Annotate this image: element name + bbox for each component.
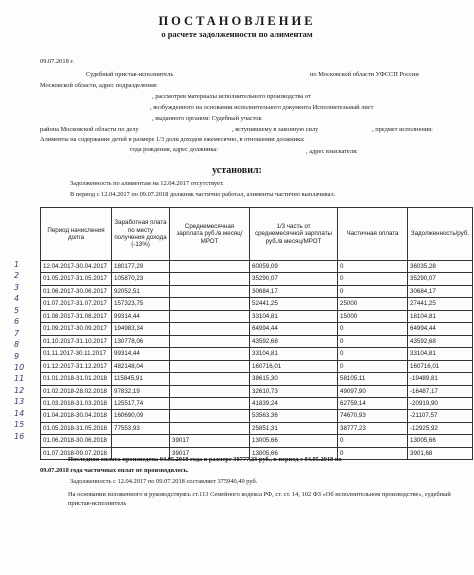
column-header: Частичная оплата bbox=[338, 208, 408, 261]
intro-line: Алименты на содержание детей в размере 1/3 доли доходов ежемесячно, в отношении должника: bbox=[40, 136, 305, 143]
column-header: Задолженность/руб. bbox=[408, 208, 473, 261]
table-cell: 01.12.2017-31.12.2017 bbox=[41, 360, 112, 372]
intro-line: Московской области, адрес подразделения: bbox=[40, 82, 158, 89]
handwritten-row-numbers bbox=[14, 259, 34, 442]
table-row bbox=[41, 385, 473, 397]
footer-line: На основании изложенного и руководствуясь ст.113 Семейного кодекса РФ, ст. ст. 14, 102 ФЗ «Об исполнительном производстве», судебный пристав-исполнитель bbox=[68, 491, 451, 507]
row-number-mark: 6 bbox=[14, 317, 20, 327]
table-row bbox=[41, 273, 473, 285]
table-cell: 01.07.2017-31.07.2017 bbox=[41, 298, 112, 310]
table-row bbox=[41, 298, 473, 310]
table-cell: 25851,31 bbox=[250, 422, 338, 434]
table-cell: -19489,81 bbox=[408, 373, 473, 385]
table-cell bbox=[170, 273, 250, 285]
table-cell bbox=[170, 422, 250, 434]
table-cell: 0 bbox=[338, 285, 408, 297]
row-number-mark: 5 bbox=[14, 305, 20, 315]
table-cell: -21107,57 bbox=[408, 410, 473, 422]
table-cell: 49097,90 bbox=[338, 385, 408, 397]
table-cell bbox=[170, 310, 250, 322]
table-cell: 39017 bbox=[170, 435, 250, 447]
table-cell: 36035,28 bbox=[408, 261, 473, 273]
table-cell: 13005,66 bbox=[250, 447, 338, 459]
table-cell: 99314,44 bbox=[112, 310, 170, 322]
table-cell: 0 bbox=[338, 447, 408, 459]
table-cell: 13005,66 bbox=[250, 435, 338, 447]
debt-table bbox=[40, 207, 473, 460]
row-number-mark: 13 bbox=[14, 397, 25, 407]
footer-line: 09.07.2018 года частичных оплат не производилось. bbox=[40, 467, 189, 474]
table-cell: 01.07.2018-09.07.2018 bbox=[41, 447, 112, 459]
table-cell: 35290,07 bbox=[408, 273, 473, 285]
table-cell: 53563,36 bbox=[250, 410, 338, 422]
table-row bbox=[41, 360, 473, 372]
table-cell: 74670,93 bbox=[338, 410, 408, 422]
table-cell: 62759,14 bbox=[338, 397, 408, 409]
table-cell: 01.03.2018-31.03.2018 bbox=[41, 397, 112, 409]
row-number-mark: 11 bbox=[14, 374, 25, 384]
row-number-mark: 12 bbox=[14, 385, 25, 395]
table-row bbox=[41, 335, 473, 347]
table-cell bbox=[170, 323, 250, 335]
table-row bbox=[41, 422, 473, 434]
table-cell: 12.04.2017-30.04.2017 bbox=[41, 261, 112, 273]
table-cell: 160716,01 bbox=[408, 360, 473, 372]
table-cell: 60059,09 bbox=[250, 261, 338, 273]
intro-line: , адрес взыскателя: bbox=[306, 148, 358, 155]
column-header: Заработная плата по месту получения дохода (-13%) bbox=[112, 208, 170, 261]
table-cell: 15000 bbox=[338, 310, 408, 322]
document-title: ПОСТАНОВЛЕНИЕ bbox=[158, 14, 316, 28]
table-cell: 01.11.2017-30.11.2017 bbox=[41, 348, 112, 360]
table-cell: -12925,92 bbox=[408, 422, 473, 434]
table-row bbox=[41, 261, 473, 273]
table-cell: 43592,68 bbox=[250, 335, 338, 347]
table-cell: 43592,68 bbox=[408, 335, 473, 347]
table-cell: 38777,23 bbox=[338, 422, 408, 434]
table-cell: 01.05.2018-31.05.2018 bbox=[41, 422, 112, 434]
row-number-mark: 2 bbox=[14, 271, 20, 281]
debt-total-line: Задолженность с 12.04.2017 по 09.07.2018 составляет 375940,49 руб. bbox=[70, 478, 258, 485]
table-cell: 01.08.2017-31.08.2017 bbox=[41, 310, 112, 322]
table-cell: 01.06.2018-30.06.2018 bbox=[41, 435, 112, 447]
table-cell: 30684,17 bbox=[250, 285, 338, 297]
row-number-mark: 1 bbox=[14, 260, 20, 269]
table-cell bbox=[112, 435, 170, 447]
row-number-mark: 9 bbox=[14, 351, 20, 361]
table-cell: 01.02.2018-28.02.2018 bbox=[41, 385, 112, 397]
table-cell: 115845,91 bbox=[112, 373, 170, 385]
table-row bbox=[41, 435, 473, 447]
row-number-mark: 16 bbox=[14, 431, 25, 441]
document-date: 09.07.2018 г. bbox=[40, 58, 74, 65]
column-header: 1/3 часть от среднемесячной зарплаты руб./в месяц/МРОТ bbox=[250, 208, 338, 261]
table-cell: 160716,01 bbox=[250, 360, 338, 372]
table-cell bbox=[170, 360, 250, 372]
period-status-line: В период с 12.04.2017 по 09.07.2018 должник частично работал, алименты частично выплачивал. bbox=[70, 191, 336, 198]
table-cell: 97832,19 bbox=[112, 385, 170, 397]
table-cell: 01.04.2018-30.04.2018 bbox=[41, 410, 112, 422]
table-cell: 0 bbox=[338, 435, 408, 447]
table-cell: 41839,24 bbox=[250, 397, 338, 409]
table-row bbox=[41, 310, 473, 322]
table-cell: 125517,74 bbox=[112, 397, 170, 409]
table-cell: 33104,81 bbox=[250, 348, 338, 360]
table-cell: 30684,17 bbox=[408, 285, 473, 297]
table-cell: 25000 bbox=[338, 298, 408, 310]
table-cell: -20919,90 bbox=[408, 397, 473, 409]
intro-line: Судебный пристав-исполнитель bbox=[86, 71, 174, 78]
table-cell bbox=[170, 373, 250, 385]
table-cell: 35290,07 bbox=[250, 273, 338, 285]
table-cell: 18104,81 bbox=[408, 310, 473, 322]
table-cell bbox=[170, 410, 250, 422]
row-number-mark: 4 bbox=[14, 294, 20, 304]
table-cell: 01.10.2017-31.10.2017 bbox=[41, 335, 112, 347]
table-row bbox=[41, 348, 473, 360]
table-cell: 01.06.2017-30.06.2017 bbox=[41, 285, 112, 297]
table-cell: 01.05.2017-31.05.2017 bbox=[41, 273, 112, 285]
table-cell: 33104,81 bbox=[250, 310, 338, 322]
table-cell: 27441,25 bbox=[408, 298, 473, 310]
intro-line: , рассмотрев материалы исполнительного производства от bbox=[152, 93, 311, 100]
table-cell bbox=[170, 397, 250, 409]
table-cell: 13005,66 bbox=[408, 435, 473, 447]
table-cell bbox=[170, 348, 250, 360]
table-cell: 01.01.2018-31.01.2018 bbox=[41, 373, 112, 385]
debt-status-line: Задолженность по алиментам на 12.04.2017 отсутствует. bbox=[70, 180, 224, 187]
table-cell: 0 bbox=[338, 335, 408, 347]
table-cell: 180177,29 bbox=[112, 261, 170, 273]
table-cell: 105870,23 bbox=[112, 273, 170, 285]
table-cell: 58105,11 bbox=[338, 373, 408, 385]
table-cell: 194983,34 bbox=[112, 323, 170, 335]
table-cell: 0 bbox=[338, 261, 408, 273]
table-row bbox=[41, 373, 473, 385]
intro-line: , возбужденного на основании исполнительного документа Исполнительный лист bbox=[150, 104, 374, 111]
table-cell: 77553,93 bbox=[112, 422, 170, 434]
table-cell: 32610,73 bbox=[250, 385, 338, 397]
table-cell: 01.09.2017-30.09.2017 bbox=[41, 323, 112, 335]
table-header-row bbox=[41, 208, 473, 261]
table-row bbox=[41, 323, 473, 335]
row-number-mark: 8 bbox=[14, 340, 20, 350]
row-number-mark: 14 bbox=[14, 408, 25, 418]
table-cell: 33104,81 bbox=[408, 348, 473, 360]
table-cell bbox=[170, 261, 250, 273]
table-cell: 157323,75 bbox=[112, 298, 170, 310]
column-header: Среднемесячная зарплата руб./в месяц/МРОТ bbox=[170, 208, 250, 261]
table-cell: 64994,44 bbox=[250, 323, 338, 335]
column-header: Период начисления долга bbox=[41, 208, 112, 261]
row-number-mark: 10 bbox=[14, 362, 25, 372]
table-cell: 38615,30 bbox=[250, 373, 338, 385]
table-cell: 160690,09 bbox=[112, 410, 170, 422]
table-row bbox=[41, 410, 473, 422]
table-row bbox=[41, 285, 473, 297]
table-cell: 92052,51 bbox=[112, 285, 170, 297]
intro-line: , предмет исполнения: bbox=[372, 126, 433, 133]
table-cell: 482148,04 bbox=[112, 360, 170, 372]
intro-line: района Московской области по делу bbox=[40, 126, 139, 133]
intro-line: года рождения, адрес должника: bbox=[130, 146, 219, 153]
document-subtitle: о расчете задолженности по алиментам bbox=[161, 29, 313, 39]
table-cell: 0 bbox=[338, 348, 408, 360]
intro-line: , вступившему в законную силу bbox=[232, 126, 319, 133]
intro-line: , выданного органом: Судебный участок bbox=[152, 115, 262, 122]
table-cell: 99314,44 bbox=[112, 348, 170, 360]
table-cell: 0 bbox=[338, 273, 408, 285]
intro-line: по Московской области УФССП России bbox=[310, 71, 419, 78]
table-cell: 52441,25 bbox=[250, 298, 338, 310]
table-row bbox=[41, 397, 473, 409]
table-cell: -16487,17 bbox=[408, 385, 473, 397]
row-number-mark: 3 bbox=[14, 282, 20, 292]
table-cell bbox=[170, 385, 250, 397]
table-cell bbox=[170, 335, 250, 347]
table-cell: 64994,44 bbox=[408, 323, 473, 335]
table-cell bbox=[170, 285, 250, 297]
row-number-mark: 7 bbox=[14, 328, 20, 338]
table-cell: 3901,68 bbox=[408, 447, 473, 459]
footer-line: Последняя оплата произведена 04.05.2018 года в размере 38777,23 руб., в период с 04.05.2018 по bbox=[68, 456, 342, 463]
table-cell: 39017 bbox=[170, 447, 250, 459]
table-cell: 0 bbox=[338, 323, 408, 335]
table-cell: 130778,06 bbox=[112, 335, 170, 347]
established-heading: установил: bbox=[212, 165, 262, 176]
table-cell: 0 bbox=[338, 360, 408, 372]
row-number-mark: 15 bbox=[14, 420, 25, 430]
table-cell bbox=[170, 298, 250, 310]
